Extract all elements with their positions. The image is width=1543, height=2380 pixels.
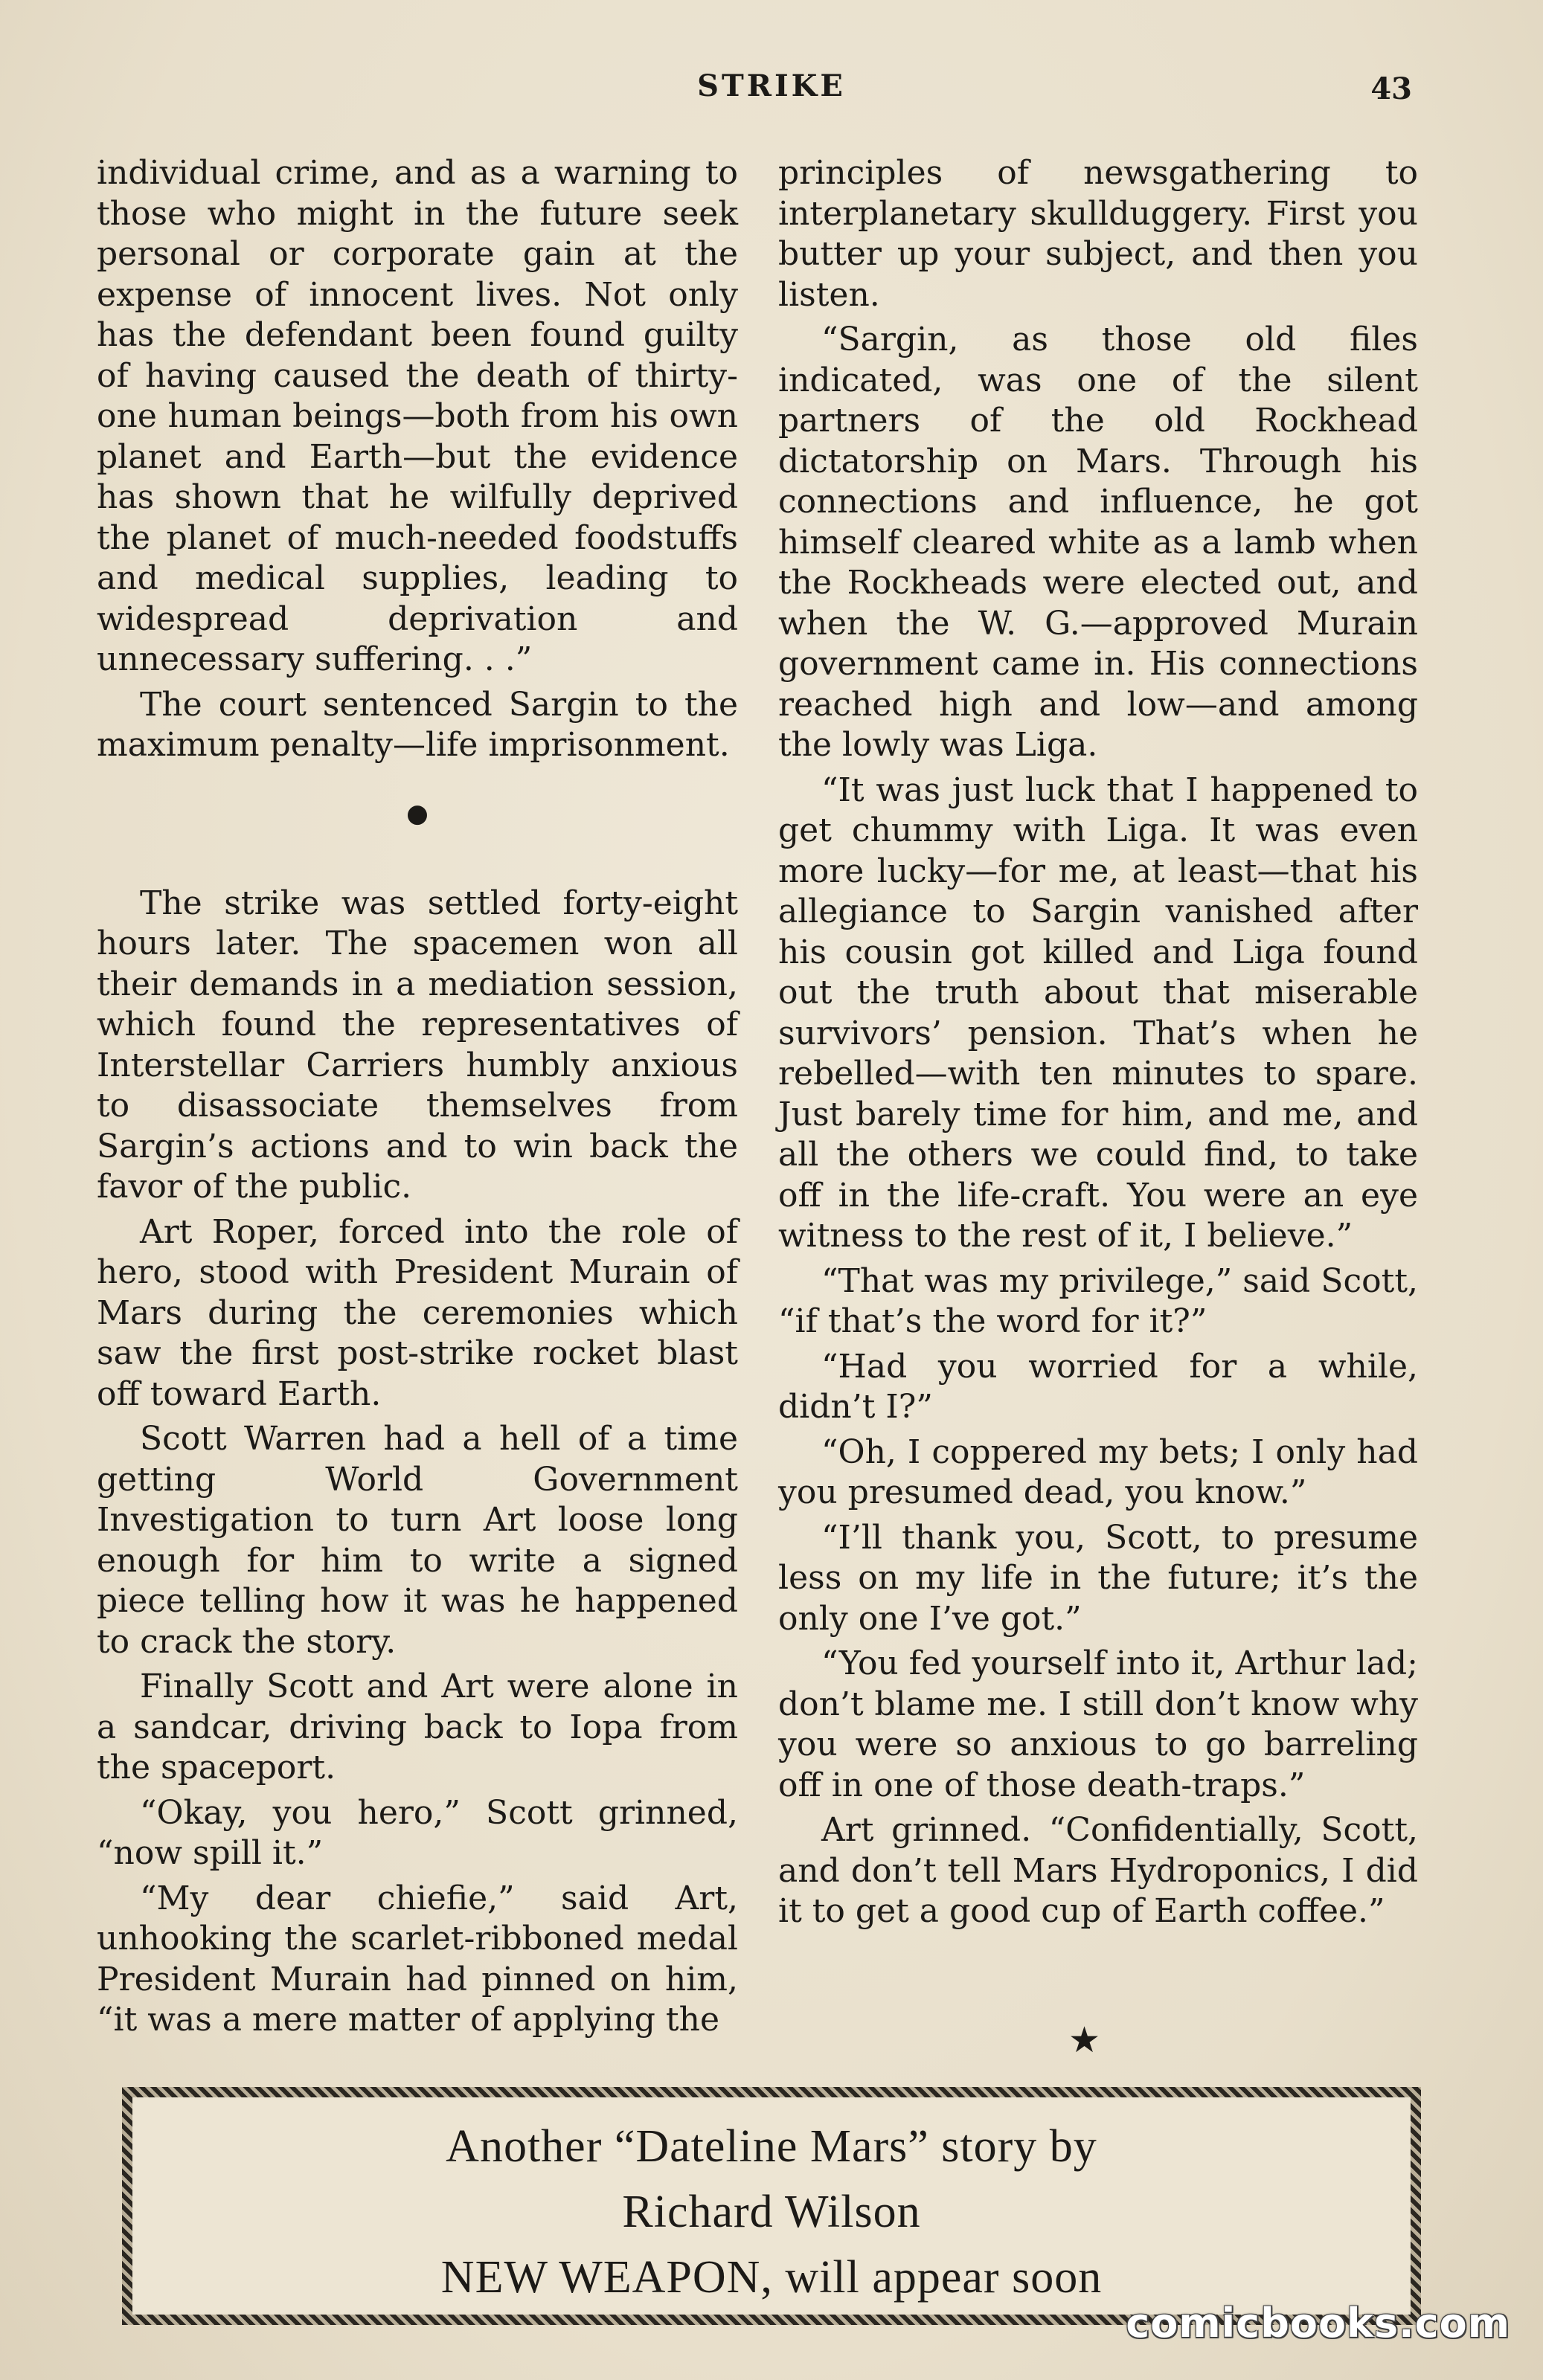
paragraph: The court sentenced Sargin to the maximum penalty—life imprisonment. xyxy=(97,685,738,764)
watermark-logo: comicbooks.com xyxy=(1126,2300,1510,2347)
announcement-line: Another “Dateline Mars” story by xyxy=(446,2121,1097,2172)
left-column xyxy=(97,153,738,2041)
paragraph: “Okay, you hero,” Scott grinned, “now spill it.” xyxy=(97,1793,738,1872)
end-star-icon: ★ xyxy=(1068,2019,1101,2061)
paragraph: Art grinned. “Confidentially, Scott, and don’t tell Mars Hydroponics, I did it to get a good cup of Earth coffee.” xyxy=(778,1811,1418,1930)
paragraph: “You fed yourself into it, Arthur lad; don’t blame me. I still don’t know why you were so anxious to go barreling off in one of those death-traps.” xyxy=(778,1644,1418,1804)
paragraph: “It was just luck that I happened to get chummy with Liga. It was even more lucky—for me, at least—that his allegiance to Sargin vanished after his cousin got killed and Liga found out the truth about that miserable survivors’ pension. That’s when he rebelled—with ten minutes to spare. Just barely time for him, and me, and all the others we could find, to take off in the life-craft. You were an eye witness to the rest of it, I believe.” xyxy=(778,771,1418,1255)
paragraph: “Had you worried for a while, didn’t I?” xyxy=(778,1347,1418,1426)
section-break-dot: ● xyxy=(406,798,429,829)
paragraph: individual crime, and as a warning to those who might in the future seek personal or corporate gain at the expense of innocent lives. Not only has the defendant been found guilty of having caused the death of thirty-one human beings—both from his own planet and Earth—but the evidence has shown that he wilfully deprived the planet of much-needed foodstuffs and medical supplies, leading to widespread deprivation and unnecessary suffering. . .” xyxy=(97,154,738,678)
page-number: 43 xyxy=(1370,71,1412,106)
paragraph: “Oh, I coppered my bets; I only had you presumed dead, you know.” xyxy=(778,1432,1418,1511)
page-header xyxy=(0,68,1543,120)
paragraph: The strike was settled forty-eight hours later. The spacemen won all their demands in a mediation session, which found the representatives of Interstellar Carriers humbly anxious to disassociate themselves from Sargin’s actions and to win back the favor of the public. xyxy=(97,884,738,1206)
announcement-line: NEW WEAPON, will appear soon xyxy=(440,2252,1103,2303)
paragraph: “My dear chiefie,” said Art, unhooking the scarlet-ribboned medal President Murain had pinned on him, “it was a mere matter of applying the xyxy=(97,1879,738,2039)
announcement-box xyxy=(122,2087,1421,2325)
running-title: STRIKE xyxy=(697,68,846,103)
paragraph: Finally Scott and Art were alone in a sandcar, driving back to Iopa from the spaceport. xyxy=(97,1667,738,1786)
paragraph: “That was my privilege,” said Scott, “if that’s the word for it?” xyxy=(778,1261,1418,1340)
paragraph: “I’ll thank you, Scott, to presume less on my life in the future; it’s the only one I’ve got.” xyxy=(778,1518,1418,1638)
paragraph: Art Roper, forced into the role of hero, stood with President Murain of Mars during the ceremonies which saw the first post-strike rocket blast off toward Earth. xyxy=(97,1212,738,1413)
paragraph: principles of newsgathering to interplanetary skullduggery. First you butter up your subject, and then you listen. xyxy=(778,154,1418,314)
paragraph: Scott Warren had a hell of a time getting World Government Investigation to turn Art loose long enough for him to write a signed piece telling how it was he happened to crack the story. xyxy=(97,1420,738,1661)
paragraph: “Sargin, as those old files indicated, was one of the silent partners of the old Rockhead dictatorship on Mars. Through his connections and influence, he got himself cleared white as a lamb when the Rockheads were elected out, and when the W. G.—approved Murain government came in. His connections reached high and low—and among the lowly was Liga. xyxy=(778,321,1418,764)
right-column xyxy=(778,153,1418,1932)
announcement-text xyxy=(132,2114,1411,2310)
announcement-author: Richard Wilson xyxy=(622,2187,921,2237)
